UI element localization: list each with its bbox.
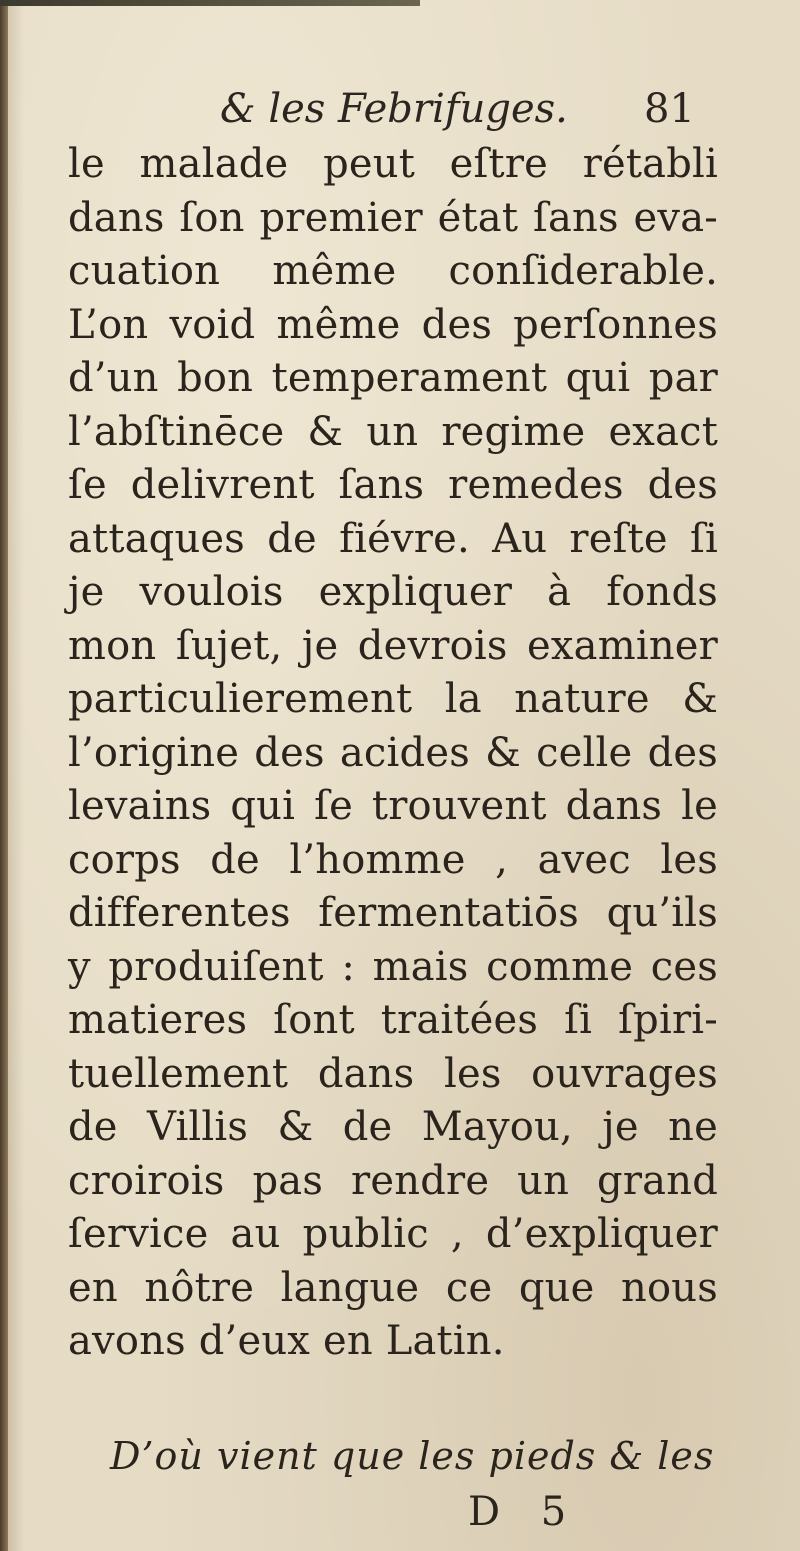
text-line: differentes fermentatiōs qu’ils	[68, 890, 718, 936]
text-line: cuation même conſiderable.	[68, 248, 718, 294]
text-line: le malade peut eſtre rétabli	[68, 141, 718, 187]
text-line: levains qui ſe trouvent dans le	[68, 783, 718, 829]
text-line: d’un bon temperament qui par	[68, 355, 718, 401]
text-line: corps de l’homme , avec les	[68, 836, 718, 883]
text-line: en nôtre langue ce que nous	[68, 1264, 718, 1311]
text-line: l’origine des acides & celle des	[68, 729, 718, 776]
text-line: tuellement dans les ouvrages	[68, 1050, 718, 1097]
page-top-edge	[0, 0, 420, 6]
binding-edge	[0, 0, 8, 1551]
signature-mark: D 5	[468, 1489, 581, 1535]
text-line: l’abſtinēce & un regime exact	[68, 408, 718, 455]
running-head: & les Febrifuges.	[220, 86, 568, 132]
text-line: ſe delivrent ſans remedes des	[68, 462, 718, 508]
text-line: L’on void même des perſonnes	[68, 301, 718, 348]
page-number: 81	[644, 86, 695, 132]
text-line: ſervice au public , d’expliquer	[68, 1211, 718, 1257]
text-line: y produiſent : mais comme ces	[68, 943, 718, 990]
page-header	[0, 84, 800, 134]
text-line: particulierement la nature &	[68, 676, 718, 722]
text-line: je voulois expliquer à fonds	[68, 569, 718, 615]
text-line: avons d’eux en Latin.	[68, 1318, 505, 1364]
text-line: de Villis & de Mayou, je ne	[68, 1104, 718, 1150]
text-line: matieres ſont traitées ſi ſpiri-	[68, 997, 718, 1043]
text-line: croirois pas rendre un grand	[68, 1157, 718, 1204]
text-line: dans ſon premier état ſans eva-	[68, 194, 718, 241]
catchword-caption: D’où vient que les pieds & les	[110, 1434, 715, 1478]
text-line: mon ſujet, je devrois examiner	[68, 622, 718, 669]
body-text	[68, 138, 718, 1369]
text-line: attaques de fiévre. Au reſte ſi	[68, 515, 718, 562]
